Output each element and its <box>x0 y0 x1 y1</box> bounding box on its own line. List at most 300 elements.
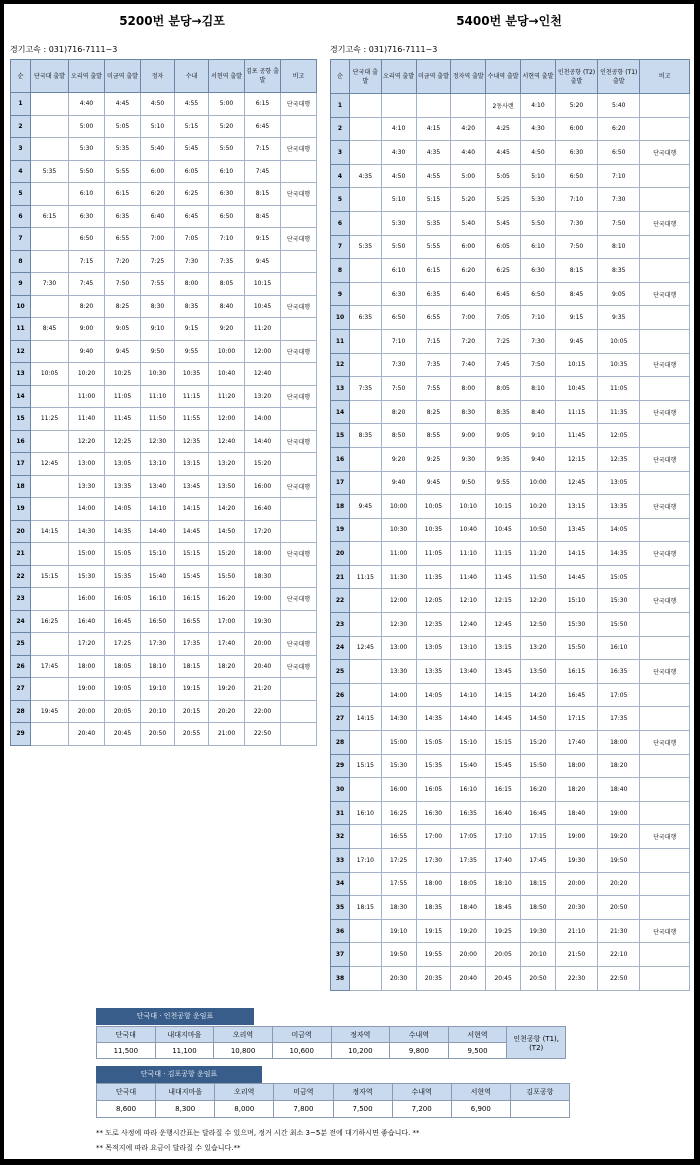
fare-price: 10,600 <box>272 1043 331 1059</box>
schedule-cell: 11:15 <box>486 542 521 566</box>
row-number: 14 <box>331 400 350 424</box>
schedule-cell: 10:05 <box>416 495 451 519</box>
schedule-cell: 5:10 <box>521 164 556 188</box>
schedule-cell <box>640 117 690 141</box>
schedule-cell: 6:45 <box>245 115 281 138</box>
schedule-cell: 12:20 <box>521 589 556 613</box>
schedule-cell: 20:40 <box>451 966 486 990</box>
schedule-cell: 17:55 <box>381 872 416 896</box>
schedule-cell: 14:45 <box>555 565 597 589</box>
schedule-cell: 4:35 <box>350 164 382 188</box>
schedule-cell: 5:55 <box>416 235 451 259</box>
schedule-cell: 단국대행 <box>281 385 317 408</box>
schedule-cell: 10:00 <box>381 495 416 519</box>
schedule-cell: 7:20 <box>451 329 486 353</box>
route-5200-schedule-table <box>10 59 317 746</box>
schedule-cell: 20:00 <box>451 943 486 967</box>
schedule-cell: 6:15 <box>245 93 281 116</box>
row-number: 3 <box>331 141 350 165</box>
schedule-cell: 4:50 <box>521 141 556 165</box>
schedule-cell: 단국대행 <box>281 228 317 251</box>
schedule-cell: 10:15 <box>555 353 597 377</box>
schedule-cell: 20:40 <box>245 655 281 678</box>
schedule-cell: 19:20 <box>209 678 245 701</box>
schedule-cell: 10:50 <box>521 518 556 542</box>
schedule-cell <box>31 430 69 453</box>
schedule-cell: 4:55 <box>416 164 451 188</box>
schedule-cell: 9:00 <box>69 318 105 341</box>
schedule-row <box>11 138 317 161</box>
row-number: 29 <box>11 723 31 746</box>
schedule-row <box>11 408 317 431</box>
schedule-cell: 21:20 <box>245 678 281 701</box>
schedule-cell: 5:15 <box>416 188 451 212</box>
schedule-cell: 8:30 <box>141 295 175 318</box>
schedule-cell: 15:30 <box>555 613 597 637</box>
schedule-cell: 5:45 <box>175 138 209 161</box>
schedule-cell: 10:15 <box>486 495 521 519</box>
row-number: 27 <box>331 707 350 731</box>
schedule-cell: 15:20 <box>245 453 281 476</box>
schedule-cell: 18:05 <box>451 872 486 896</box>
schedule-cell: 6:05 <box>486 235 521 259</box>
schedule-cell: 8:30 <box>451 400 486 424</box>
row-number: 19 <box>331 518 350 542</box>
schedule-cell: 5:05 <box>105 115 141 138</box>
schedule-cell: 6:35 <box>350 306 382 330</box>
schedule-cell: 5:20 <box>209 115 245 138</box>
schedule-cell: 11:40 <box>69 408 105 431</box>
note-fare-variance: ** 목적지에 따라 요금이 달라질 수 있습니다.** <box>96 1144 241 1152</box>
fare-stop: 수내역 <box>392 1084 451 1101</box>
schedule-row <box>11 385 317 408</box>
schedule-row <box>11 723 317 746</box>
schedule-cell: 17:45 <box>521 849 556 873</box>
schedule-cell: 6:10 <box>521 235 556 259</box>
schedule-cell <box>350 353 382 377</box>
schedule-row <box>11 700 317 723</box>
schedule-cell: 10:35 <box>175 363 209 386</box>
schedule-cell: 15:30 <box>69 565 105 588</box>
schedule-cell: 17:30 <box>416 849 451 873</box>
schedule-cell: 4:40 <box>69 93 105 116</box>
schedule-cell <box>350 589 382 613</box>
schedule-cell: 9:50 <box>451 471 486 495</box>
column-header: 순 <box>331 60 350 94</box>
schedule-cell: 20:05 <box>486 943 521 967</box>
schedule-cell: 8:35 <box>486 400 521 424</box>
schedule-cell <box>281 498 317 521</box>
schedule-cell: 4:15 <box>416 117 451 141</box>
schedule-cell: 20:20 <box>209 700 245 723</box>
schedule-cell: 15:15 <box>31 565 69 588</box>
schedule-cell: 16:10 <box>598 636 640 660</box>
row-number: 37 <box>331 943 350 967</box>
schedule-row <box>331 447 690 471</box>
schedule-cell: 9:50 <box>141 340 175 363</box>
schedule-cell: 15:35 <box>416 754 451 778</box>
fare-price: 7,500 <box>333 1101 392 1118</box>
schedule-row <box>331 542 690 566</box>
schedule-cell: 21:30 <box>598 919 640 943</box>
schedule-cell: 7:05 <box>486 306 521 330</box>
schedule-cell: 18:30 <box>245 565 281 588</box>
schedule-cell: 6:45 <box>175 205 209 228</box>
schedule-cell: 17:45 <box>31 655 69 678</box>
schedule-cell <box>350 731 382 755</box>
schedule-cell: 18:10 <box>141 655 175 678</box>
schedule-cell: 11:10 <box>141 385 175 408</box>
schedule-cell: 17:40 <box>486 849 521 873</box>
row-number: 24 <box>331 636 350 660</box>
schedule-cell: 19:30 <box>245 610 281 633</box>
fare-price: 9,500 <box>448 1043 507 1059</box>
schedule-cell: 17:10 <box>350 849 382 873</box>
fare-price: 10,800 <box>214 1043 273 1059</box>
schedule-cell: 13:15 <box>555 495 597 519</box>
schedule-cell: 6:25 <box>175 183 209 206</box>
schedule-cell: 13:10 <box>451 636 486 660</box>
row-number: 23 <box>11 588 31 611</box>
schedule-cell: 19:15 <box>416 919 451 943</box>
schedule-row <box>331 164 690 188</box>
row-number: 22 <box>11 565 31 588</box>
schedule-cell: 7:45 <box>486 353 521 377</box>
row-number: 6 <box>331 211 350 235</box>
schedule-cell: 14:40 <box>141 520 175 543</box>
schedule-cell: 6:20 <box>141 183 175 206</box>
schedule-cell: 11:05 <box>598 377 640 401</box>
schedule-cell: 7:55 <box>141 273 175 296</box>
schedule-cell: 13:20 <box>245 385 281 408</box>
schedule-cell: 18:00 <box>245 543 281 566</box>
schedule-cell: 5:50 <box>521 211 556 235</box>
schedule-cell: 17:20 <box>69 633 105 656</box>
schedule-cell: 14:35 <box>598 542 640 566</box>
schedule-cell: 16:40 <box>486 801 521 825</box>
schedule-cell: 5:20 <box>451 188 486 212</box>
route-5400-company: 경기고속 : 031)716-7111~3 <box>330 45 438 54</box>
schedule-cell <box>350 660 382 684</box>
schedule-cell: 15:50 <box>555 636 597 660</box>
schedule-cell: 7:35 <box>209 250 245 273</box>
schedule-cell: 9:45 <box>105 340 141 363</box>
gimpo-fare-table <box>96 1083 570 1118</box>
schedule-cell: 9:35 <box>486 447 521 471</box>
schedule-row <box>331 896 690 920</box>
schedule-row <box>331 613 690 637</box>
schedule-cell: 12:45 <box>350 636 382 660</box>
schedule-cell: 11:50 <box>141 408 175 431</box>
schedule-cell: 18:20 <box>209 655 245 678</box>
schedule-cell: 9:35 <box>598 306 640 330</box>
schedule-cell: 17:35 <box>598 707 640 731</box>
row-number: 10 <box>331 306 350 330</box>
schedule-cell: 9:10 <box>141 318 175 341</box>
schedule-cell: 14:30 <box>69 520 105 543</box>
schedule-cell <box>640 424 690 448</box>
row-number: 8 <box>11 250 31 273</box>
row-number: 29 <box>331 754 350 778</box>
schedule-cell <box>281 160 317 183</box>
schedule-cell: 7:40 <box>451 353 486 377</box>
schedule-cell <box>281 678 317 701</box>
incheon-fare-table <box>96 1026 566 1059</box>
schedule-cell <box>281 205 317 228</box>
schedule-cell: 6:30 <box>521 259 556 283</box>
schedule-cell: 10:30 <box>381 518 416 542</box>
schedule-cell: 10:00 <box>521 471 556 495</box>
incheon-fare-title: 단국대 · 인천공항 운임표 <box>96 1008 254 1025</box>
schedule-cell: 단국대행 <box>281 633 317 656</box>
fare-stop: 단국대 <box>97 1027 156 1043</box>
schedule-cell: 8:20 <box>381 400 416 424</box>
row-number: 28 <box>331 731 350 755</box>
schedule-cell: 16:15 <box>555 660 597 684</box>
schedule-cell: 11:50 <box>521 565 556 589</box>
schedule-cell: 14:15 <box>31 520 69 543</box>
row-number: 36 <box>331 919 350 943</box>
schedule-cell: 17:15 <box>521 825 556 849</box>
route-5200-title: 5200번 분당→김포 <box>119 14 225 28</box>
schedule-cell: 20:35 <box>416 966 451 990</box>
schedule-cell: 13:05 <box>598 471 640 495</box>
schedule-cell <box>31 723 69 746</box>
fare-stop: 내대지마을 <box>155 1027 214 1043</box>
schedule-cell: 20:00 <box>555 872 597 896</box>
schedule-cell: 12:50 <box>521 613 556 637</box>
row-number: 9 <box>11 273 31 296</box>
fare-price: 8,000 <box>215 1101 274 1118</box>
row-number: 25 <box>331 660 350 684</box>
schedule-cell: 20:45 <box>105 723 141 746</box>
schedule-cell: 단국대행 <box>281 430 317 453</box>
schedule-cell: 18:30 <box>381 896 416 920</box>
schedule-cell: 18:15 <box>350 896 382 920</box>
schedule-cell: 17:00 <box>416 825 451 849</box>
schedule-row <box>331 683 690 707</box>
schedule-cell: 6:55 <box>105 228 141 251</box>
schedule-cell: 17:20 <box>245 520 281 543</box>
fare-price: 8,300 <box>156 1101 215 1118</box>
schedule-cell: 19:55 <box>416 943 451 967</box>
schedule-cell: 16:10 <box>350 801 382 825</box>
schedule-row <box>11 93 317 116</box>
schedule-cell: 6:40 <box>451 282 486 306</box>
schedule-cell: 7:30 <box>175 250 209 273</box>
schedule-cell <box>640 377 690 401</box>
schedule-cell: 17:25 <box>105 633 141 656</box>
schedule-cell: 15:50 <box>209 565 245 588</box>
schedule-cell: 16:50 <box>141 610 175 633</box>
schedule-cell: 12:00 <box>381 589 416 613</box>
schedule-cell: 15:50 <box>598 613 640 637</box>
schedule-cell: 9:05 <box>598 282 640 306</box>
schedule-cell: 16:25 <box>381 801 416 825</box>
schedule-cell: 12:15 <box>555 447 597 471</box>
schedule-cell: 15:00 <box>69 543 105 566</box>
schedule-cell: 13:15 <box>175 453 209 476</box>
schedule-cell <box>350 613 382 637</box>
schedule-cell: 5:35 <box>416 211 451 235</box>
schedule-row <box>331 377 690 401</box>
schedule-cell: 9:40 <box>69 340 105 363</box>
schedule-cell <box>281 250 317 273</box>
fare-price: 7,800 <box>274 1101 333 1118</box>
schedule-cell: 9:20 <box>209 318 245 341</box>
schedule-row <box>331 211 690 235</box>
schedule-header-row <box>331 60 690 94</box>
schedule-cell: 17:35 <box>451 849 486 873</box>
schedule-cell: 15:40 <box>141 565 175 588</box>
schedule-cell: 13:05 <box>416 636 451 660</box>
schedule-cell: 9:05 <box>105 318 141 341</box>
schedule-cell: 5:00 <box>69 115 105 138</box>
schedule-cell: 15:45 <box>486 754 521 778</box>
column-header: 인천공항 (T2)출발 <box>555 60 597 94</box>
schedule-cell: 6:40 <box>141 205 175 228</box>
schedule-cell <box>350 518 382 542</box>
schedule-cell: 17:30 <box>141 633 175 656</box>
column-header: 순 <box>11 60 31 93</box>
schedule-cell <box>31 633 69 656</box>
schedule-cell: 10:45 <box>486 518 521 542</box>
schedule-row <box>331 801 690 825</box>
schedule-cell: 5:40 <box>141 138 175 161</box>
schedule-cell: 5:05 <box>486 164 521 188</box>
schedule-cell: 6:50 <box>209 205 245 228</box>
row-number: 17 <box>331 471 350 495</box>
schedule-row <box>331 282 690 306</box>
fare-stop: 오리역 <box>215 1084 274 1101</box>
schedule-cell: 13:40 <box>141 475 175 498</box>
schedule-cell <box>350 966 382 990</box>
schedule-cell: 14:50 <box>209 520 245 543</box>
schedule-cell: 5:35 <box>350 235 382 259</box>
schedule-cell: 17:35 <box>175 633 209 656</box>
schedule-cell: 단국대행 <box>281 183 317 206</box>
fare-price: 11,100 <box>155 1043 214 1059</box>
column-header: 수내 <box>175 60 209 93</box>
schedule-cell: 14:10 <box>451 683 486 707</box>
row-number: 28 <box>11 700 31 723</box>
schedule-cell: 11:00 <box>69 385 105 408</box>
column-header: 단국대 출발 <box>31 60 69 93</box>
schedule-cell: 6:50 <box>381 306 416 330</box>
schedule-cell <box>640 966 690 990</box>
schedule-cell: 15:15 <box>175 543 209 566</box>
schedule-cell: 6:00 <box>141 160 175 183</box>
schedule-cell: 14:15 <box>175 498 209 521</box>
schedule-cell: 15:30 <box>381 754 416 778</box>
row-number: 33 <box>331 849 350 873</box>
schedule-cell: 7:25 <box>141 250 175 273</box>
schedule-cell: 11:40 <box>451 565 486 589</box>
row-number: 1 <box>331 94 350 118</box>
schedule-cell: 8:35 <box>350 424 382 448</box>
schedule-cell: 15:45 <box>175 565 209 588</box>
schedule-cell: 10:45 <box>555 377 597 401</box>
row-number: 12 <box>331 353 350 377</box>
schedule-row <box>11 678 317 701</box>
schedule-row <box>331 754 690 778</box>
schedule-row <box>331 872 690 896</box>
schedule-cell: 6:50 <box>598 141 640 165</box>
schedule-cell: 7:50 <box>521 353 556 377</box>
schedule-cell: 13:20 <box>521 636 556 660</box>
schedule-row <box>11 340 317 363</box>
schedule-cell: 8:00 <box>451 377 486 401</box>
schedule-cell: 19:00 <box>555 825 597 849</box>
row-number: 24 <box>11 610 31 633</box>
schedule-cell <box>31 678 69 701</box>
schedule-cell: 5:00 <box>451 164 486 188</box>
schedule-row <box>11 205 317 228</box>
schedule-row <box>11 160 317 183</box>
schedule-cell: 14:05 <box>105 498 141 521</box>
schedule-row <box>331 188 690 212</box>
schedule-cell <box>640 896 690 920</box>
schedule-cell <box>640 164 690 188</box>
schedule-cell: 5:55 <box>105 160 141 183</box>
schedule-row <box>331 329 690 353</box>
schedule-cell <box>350 778 382 802</box>
schedule-cell: 16:00 <box>245 475 281 498</box>
schedule-cell: 7:50 <box>555 235 597 259</box>
schedule-row <box>331 707 690 731</box>
schedule-cell: 12:45 <box>486 613 521 637</box>
schedule-row <box>11 453 317 476</box>
schedule-cell <box>31 183 69 206</box>
schedule-cell: 5:45 <box>486 211 521 235</box>
schedule-cell: 14:15 <box>486 683 521 707</box>
schedule-cell: 21:10 <box>555 919 597 943</box>
schedule-header-row <box>11 60 317 93</box>
schedule-cell: 9:45 <box>350 495 382 519</box>
schedule-cell: 11:55 <box>175 408 209 431</box>
row-number: 7 <box>331 235 350 259</box>
schedule-cell: 13:00 <box>381 636 416 660</box>
schedule-cell: 14:15 <box>555 542 597 566</box>
schedule-cell <box>281 723 317 746</box>
timetable-page <box>4 4 694 1159</box>
schedule-cell: 8:15 <box>245 183 281 206</box>
column-header: 단국대 출발 <box>350 60 382 94</box>
schedule-cell: 11:45 <box>105 408 141 431</box>
schedule-cell: 9:45 <box>555 329 597 353</box>
row-number: 15 <box>331 424 350 448</box>
schedule-row <box>11 588 317 611</box>
schedule-cell: 8:05 <box>209 273 245 296</box>
route-5200-company: 경기고속 : 031)716-7111~3 <box>10 45 118 54</box>
schedule-cell: 9:55 <box>486 471 521 495</box>
schedule-cell: 5:25 <box>486 188 521 212</box>
schedule-cell <box>350 94 382 118</box>
schedule-row <box>331 565 690 589</box>
schedule-cell: 14:00 <box>245 408 281 431</box>
schedule-cell: 7:10 <box>598 164 640 188</box>
schedule-cell <box>281 700 317 723</box>
schedule-cell: 8:55 <box>416 424 451 448</box>
schedule-cell: 8:40 <box>209 295 245 318</box>
schedule-cell: 14:40 <box>245 430 281 453</box>
schedule-cell: 5:30 <box>521 188 556 212</box>
schedule-row <box>11 520 317 543</box>
schedule-cell: 19:05 <box>105 678 141 701</box>
schedule-cell: 6:15 <box>416 259 451 283</box>
schedule-cell <box>350 282 382 306</box>
schedule-cell: 10:10 <box>451 495 486 519</box>
